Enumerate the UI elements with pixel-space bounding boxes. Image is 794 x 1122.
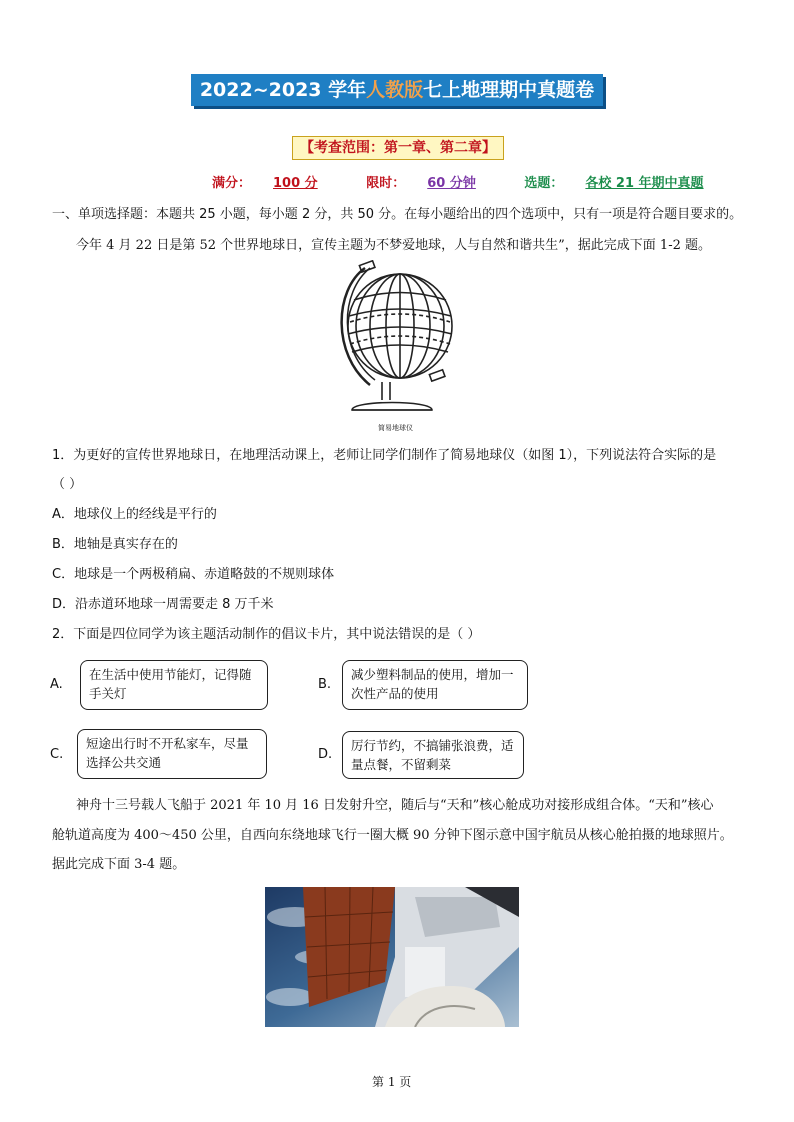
card-text: 量点餐，不留剩菜 xyxy=(351,757,452,772)
card-text: 减少塑料制品的使用，增加一 xyxy=(351,667,514,682)
space-station-photo xyxy=(265,887,519,1027)
title-part: 2022~2023 学年 xyxy=(199,79,367,101)
question-source: 选题： 各校 21 年期中真题 xyxy=(524,176,704,191)
exam-meta xyxy=(212,172,748,191)
document-title xyxy=(191,74,603,106)
full-score: 满分： 100 分 xyxy=(212,176,318,191)
q2-option-a-label[interactable]: A. xyxy=(50,677,63,692)
card-text: 手关灯 xyxy=(89,686,127,701)
page-number: 第 1 页 xyxy=(372,1075,412,1089)
q1-stem: 1．为更好的宣传世界地球日，在地理活动课上，老师让同学们制作了简易地球仪（如图 1），下列说法符合实际的是 xyxy=(52,448,717,463)
title-highlight: 人教版 xyxy=(366,79,424,101)
q2-option-c-label[interactable]: C. xyxy=(50,747,64,762)
card-text: 选择公共交通 xyxy=(86,755,162,770)
q2-card-b[interactable] xyxy=(342,660,528,710)
q2-card-c[interactable] xyxy=(77,729,267,779)
time-limit: 限时： 60 分钟 xyxy=(366,176,476,191)
passage-intro: 今年 4 月 22 日是第 52 个世界地球日，宣传主题为不梦爱地球，人与自然和谐共生”，据此完成下面 1-2 题。 xyxy=(76,238,711,253)
q2-stem: 2．下面是四位同学为该主题活动制作的倡议卡片，其中说法错误的是（ ） xyxy=(52,627,481,642)
q2-card-d[interactable] xyxy=(342,731,524,779)
q1-option-d[interactable]: D．沿赤道环地球一周需要走 8 万千米 xyxy=(52,597,274,612)
q2-option-d-label[interactable]: D. xyxy=(318,747,333,762)
section-heading: 一、单项选择题：本题共 25 小题，每小题 2 分，共 50 分。在每小题给出的四个选项中，只有一项是符合题目要求的。 xyxy=(52,207,743,222)
q1-stem-paren: （ ） xyxy=(52,477,83,492)
card-text: 厉行节约，不搞铺张浪费，适 xyxy=(351,738,514,753)
card-text: 在生活中使用节能灯，记得随 xyxy=(89,667,252,682)
q2-option-b-label[interactable]: B. xyxy=(318,677,332,692)
passage2-line3: 据此完成下面 3-4 题。 xyxy=(52,857,186,872)
card-text: 短途出行时不开私家车，尽量 xyxy=(86,736,249,751)
passage2-line2: 舱轨道高度为 400～450 公里，自西向东绕地球飞行一圈大概 90 分钟下图示意中国宇航员从核心舱拍摄的地球照片。 xyxy=(52,828,733,843)
q2-card-a[interactable] xyxy=(80,660,268,710)
exam-scope: 【考查范围：第一章、第二章】 xyxy=(292,136,504,160)
q1-option-a[interactable]: A．地球仪上的经线是平行的 xyxy=(52,507,217,522)
q1-option-b[interactable]: B．地轴是真实存在的 xyxy=(52,537,178,552)
space-station-photo-art xyxy=(265,887,519,1027)
title-part: 七上地理期中真题卷 xyxy=(423,79,595,101)
passage2-line1: 神舟十三号载人飞船于 2021 年 10 月 16 日发射升空，随后与“天和”核心舱成功对接形成组合体。“天和”核心 xyxy=(76,798,714,813)
globe-caption: 简易地球仪 xyxy=(378,424,413,432)
globe-figure xyxy=(332,260,462,420)
card-text: 次性产品的使用 xyxy=(351,686,439,701)
q1-option-c[interactable]: C．地球是一个两极稍扁、赤道略鼓的不规则球体 xyxy=(52,567,335,582)
